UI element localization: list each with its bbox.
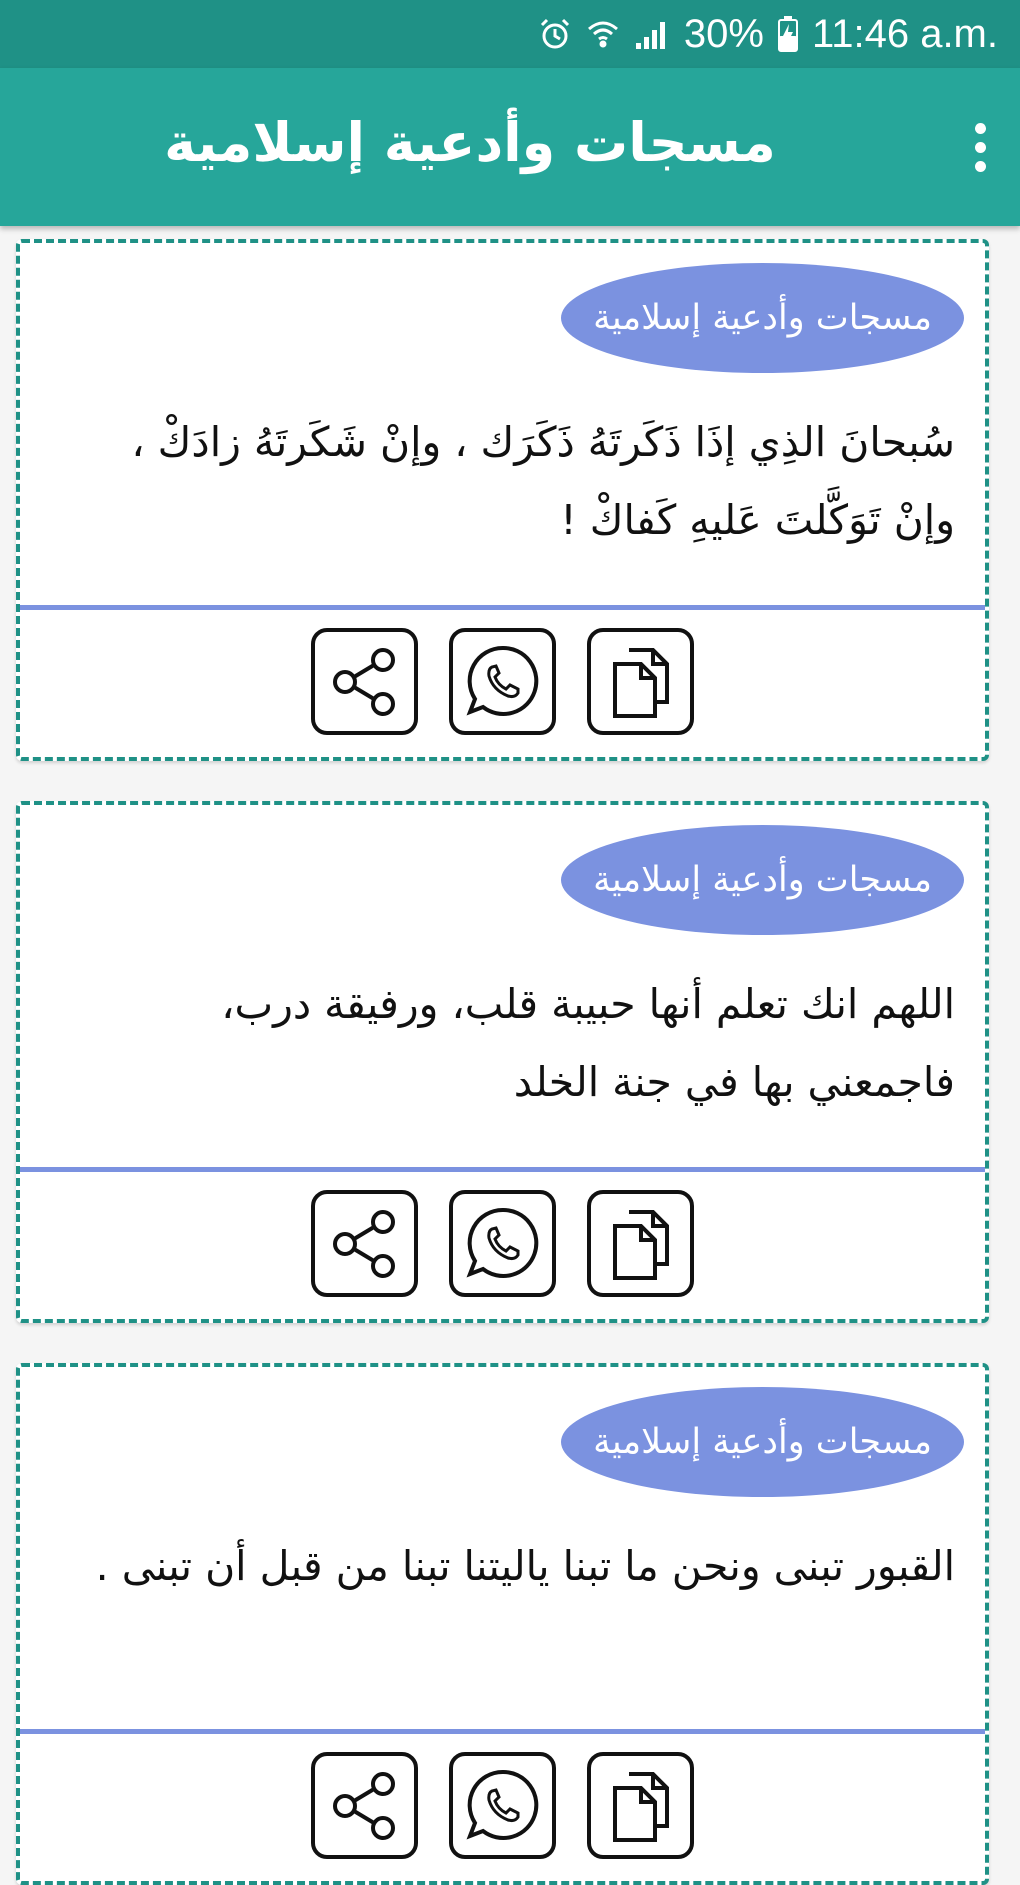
divider <box>20 1729 985 1734</box>
battery-percent: 30% <box>683 11 764 56</box>
signal-icon <box>634 17 670 51</box>
app-bar <box>0 68 1020 226</box>
copy-icon <box>603 1764 679 1848</box>
message-card <box>16 801 989 1323</box>
whatsapp-icon <box>461 1764 545 1848</box>
copy-button[interactable] <box>587 1190 694 1297</box>
message-text: القبور تبنى ونحن ما تبنا ياليتنا تبنا من قبل أن تبنى . <box>95 1542 955 1590</box>
share-icon <box>325 1204 405 1284</box>
copy-button[interactable] <box>587 1752 694 1859</box>
card-actions <box>20 1190 985 1300</box>
app-title: مسجات وأدعية إسلامية <box>164 111 776 174</box>
message-text: اللهم انك تعلم أنها حبيبة قلب، ورفيقة درب، فاجمعني بها في جنة الخلد <box>221 980 955 1106</box>
share-button[interactable] <box>311 1190 418 1297</box>
card-actions <box>20 628 985 738</box>
whatsapp-icon <box>461 1202 545 1286</box>
share-button[interactable] <box>311 1752 418 1859</box>
copy-button[interactable] <box>587 628 694 735</box>
battery-charging-icon <box>778 16 798 52</box>
whatsapp-button[interactable] <box>449 1190 556 1297</box>
copy-icon <box>603 640 679 724</box>
wifi-icon <box>586 17 620 51</box>
message-card <box>16 1363 989 1885</box>
category-tag: مسجات وأدعية إسلامية <box>561 1387 964 1497</box>
whatsapp-button[interactable] <box>449 628 556 735</box>
clock: 11:46 a.m. <box>811 11 998 56</box>
share-icon <box>325 642 405 722</box>
whatsapp-button[interactable] <box>449 1752 556 1859</box>
card-actions <box>20 1752 985 1862</box>
whatsapp-icon <box>461 640 545 724</box>
share-icon <box>325 1766 405 1846</box>
more-vertical-icon[interactable] <box>960 114 1000 180</box>
category-tag: مسجات وأدعية إسلامية <box>561 825 964 935</box>
share-button[interactable] <box>311 628 418 735</box>
copy-icon <box>603 1202 679 1286</box>
divider <box>20 1167 985 1172</box>
status-bar <box>0 0 1020 68</box>
category-tag: مسجات وأدعية إسلامية <box>561 263 964 373</box>
divider <box>20 605 985 610</box>
message-text: سُبحانَ الذِي إذَا ذَكَرتَهُ ذَكَرَك ، وإنْ شَكَرتَهُ زادَكْ ، وإنْ تَوَكَّلتَ عَليهِ كَفاكْ ! <box>131 418 955 544</box>
message-card <box>16 239 989 761</box>
alarm-icon <box>538 17 572 51</box>
